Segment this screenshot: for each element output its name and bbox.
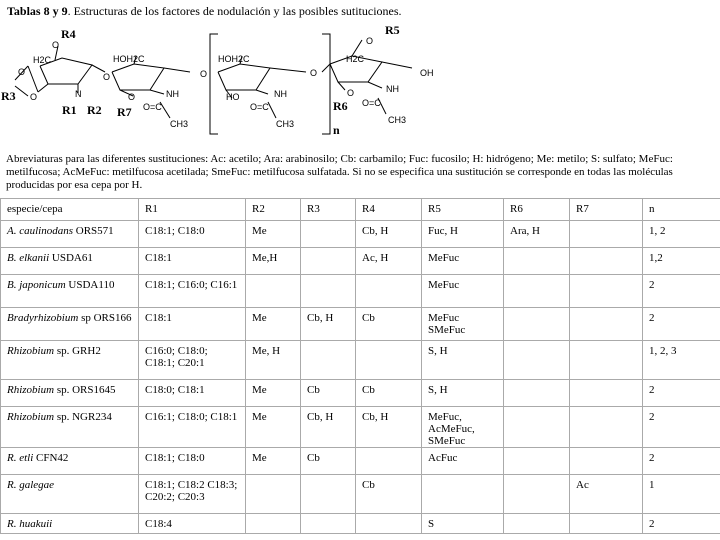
title-bold: Tablas 8 y 9 [7,4,68,18]
o-label: O [103,72,111,82]
cell-r6 [504,275,570,308]
cell-especie [1,475,139,514]
cell-r2: Me [246,448,301,475]
cell-r6 [504,514,570,534]
cell-n: 2 [643,380,720,407]
o-label: O [18,67,26,77]
cell-r1: C18:1 [139,248,246,275]
cell-r2 [246,475,301,514]
cell-r4 [356,448,422,475]
table-row [1,221,720,248]
hoh2c-label: HOH2C [113,54,145,64]
cell-especie [1,448,139,475]
cell-especie [1,308,139,341]
cell-r3: Cb [301,448,356,475]
table-row [1,275,720,308]
table-row [1,475,720,514]
cell-r7 [570,514,643,534]
h2c-label: H2C [346,54,365,64]
nh-label: NH [274,89,287,99]
chemical-structure [0,18,720,148]
species-genus: Rhizobium [7,345,55,357]
species-genus: Rhizobium [7,411,55,423]
cell-r3 [301,221,356,248]
cell-r2: Me [246,308,301,341]
r4-label: R4 [61,27,76,41]
cell-r5: Fuc, H [422,221,504,248]
cell-r3 [301,514,356,534]
cell-r7 [570,308,643,341]
cell-r2: Me [246,407,301,448]
cell-n: 2 [643,407,720,448]
species-strain: USDA110 [65,279,115,291]
cell-r1: C18:1 [139,308,246,341]
cell-r2 [246,514,301,534]
cell-r7 [570,341,643,380]
cell-r1: C18:4 [139,514,246,534]
substitution-table [0,198,720,534]
cell-r7 [570,448,643,475]
nh-label: NH [166,89,179,99]
cell-r1: C18:1; C18:0 [139,448,246,475]
cell-r6: Ara, H [504,221,570,248]
oh-label: OH [420,68,434,78]
cell-r1: C18:1; C18:0 [139,221,246,248]
cell-r6 [504,248,570,275]
cell-r5: MeFuc, AcMeFuc, SMeFuc [422,407,504,448]
cell-r3: Cb [301,380,356,407]
cell-r4 [356,275,422,308]
cell-r4: Cb, H [356,221,422,248]
r1-label: R1 [62,103,77,117]
ch3-label: CH3 [170,119,189,129]
cell-r1: C16:1; C18:0; C18:1 [139,407,246,448]
cell-r1: C18:0; C18:1 [139,380,246,407]
cell-r3 [301,341,356,380]
cell-r6 [504,380,570,407]
o-label: O [128,92,136,102]
cell-r7 [570,275,643,308]
cell-r6 [504,341,570,380]
header-r5: R5 [422,199,504,221]
cell-r2: Me [246,221,301,248]
cell-r1: C16:0; C18:0; C18:1; C20:1 [139,341,246,380]
cell-r4: Cb [356,380,422,407]
species-strain: sp. NGR234 [54,411,112,423]
abbreviations-text: Abreviaturas para las diferentes sustituciones: Ac: acetilo; Ara: arabinosilo; Cb: carbamilo; Fuc: fucosilo; H: hidrógeno; Me: metilo; S: sulfato; MeFuc: metilfucosa; AcMeFuc: metilfucosa acetilada; SmeFuc: metilfucosa sulfatada. Si no se especifica una sustitución se corresponde en todas las moléculas producidas por esa cepa por H. [6,153,673,191]
r2-label: R2 [87,103,102,117]
n-label: N [75,89,82,99]
r5-label: R5 [385,23,400,37]
cell-r6 [504,448,570,475]
cell-r4 [356,341,422,380]
cell-r6 [504,407,570,448]
cell-n: 2 [643,308,720,341]
cell-r3: Cb, H [301,407,356,448]
species-genus: R. etli [7,452,34,464]
cell-r2: Me, H [246,341,301,380]
cell-r5: S, H [422,380,504,407]
oc-label: O=C [362,98,381,108]
cell-r4: Cb, H [356,407,422,448]
cell-especie [1,407,139,448]
r7-label: R7 [117,105,132,119]
cell-r5 [422,475,504,514]
o-label: O [347,88,355,98]
cell-r4: Cb [356,475,422,514]
cell-n: 1 [643,475,720,514]
cell-r5: MeFuc SMeFuc [422,308,504,341]
table-row [1,514,720,534]
cell-r2: Me [246,380,301,407]
table-header-row [1,199,720,221]
o-label: O [366,36,374,46]
cell-r3 [301,475,356,514]
species-strain: CFN42 [33,452,69,464]
cell-r3 [301,275,356,308]
cell-especie [1,380,139,407]
species-genus: R. galegae [7,479,55,491]
header-r2: R2 [246,199,301,221]
cell-r5: AcFuc [422,448,504,475]
cell-especie [1,221,139,248]
cell-r3 [301,248,356,275]
cell-r6 [504,475,570,514]
cell-r7 [570,248,643,275]
table-row [1,341,720,380]
species-genus: B. japonicum [7,279,66,291]
ch3-label: CH3 [276,119,295,129]
cell-especie [1,514,139,534]
header-r1: R1 [139,199,246,221]
species-genus: A. caulinodans [7,225,73,237]
table-row [1,248,720,275]
cell-n: 2 [643,275,720,308]
species-genus: R. huakuii [7,518,53,530]
n-repeat-label: n [333,123,340,137]
cell-r7 [570,221,643,248]
cell-n: 1,2 [643,248,720,275]
cell-r2 [246,275,301,308]
cell-r5: MeFuc [422,248,504,275]
cell-r5: S, H [422,341,504,380]
header-r3: R3 [301,199,356,221]
species-genus: Rhizobium [7,384,55,396]
cell-r1: C18:1; C16:0; C16:1 [139,275,246,308]
title-rest: . Estructuras de los factores de nodulación y las posibles sutituciones. [67,4,402,18]
cell-r4 [356,514,422,534]
o-label: O [200,69,208,79]
table-row [1,308,720,341]
cell-r7: Ac [570,475,643,514]
table-row [1,407,720,448]
cell-n: 2 [643,448,720,475]
cell-n: 1, 2, 3 [643,341,720,380]
o-label: O [52,40,60,50]
species-strain: sp. ORS1645 [54,384,116,396]
o-label: O [310,68,318,78]
cell-r6 [504,308,570,341]
cell-r5: MeFuc [422,275,504,308]
species-genus: Bradyrhizobium [7,312,79,324]
cell-r4: Ac, H [356,248,422,275]
page-title [7,4,402,19]
cell-n: 1, 2 [643,221,720,248]
cell-especie [1,275,139,308]
oc-label: O=C [250,102,269,112]
cell-especie [1,248,139,275]
table-row [1,380,720,407]
r6-label: R6 [333,99,348,113]
r3-label: R3 [1,89,16,103]
header-r7: R7 [570,199,643,221]
cell-r3: Cb, H [301,308,356,341]
cell-r1: C18:1; C18:2 C18:3; C20:2; C20:3 [139,475,246,514]
cell-r7 [570,407,643,448]
cell-r4: Cb [356,308,422,341]
cell-r5: S [422,514,504,534]
species-strain: sp ORS166 [78,312,132,324]
species-strain: USDA61 [49,252,93,264]
cell-especie [1,341,139,380]
oc-label: O=C [143,102,162,112]
o-label: O [30,92,38,102]
species-strain: sp. GRH2 [54,345,101,357]
header-especie: especie/cepa [1,199,139,221]
cell-r2: Me,H [246,248,301,275]
ho-label: HO [226,92,240,102]
cell-n: 2 [643,514,720,534]
hoh2c-label: HOH2C [218,54,250,64]
header-r4: R4 [356,199,422,221]
table-row [1,448,720,475]
ch3-label: CH3 [388,115,407,125]
cell-r7 [570,380,643,407]
h2c-label: H2C [33,55,52,65]
nh-label: NH [386,84,399,94]
species-genus: B. elkanii [7,252,50,264]
species-strain: ORS571 [73,225,114,237]
header-n: n [643,199,720,221]
header-r6: R6 [504,199,570,221]
